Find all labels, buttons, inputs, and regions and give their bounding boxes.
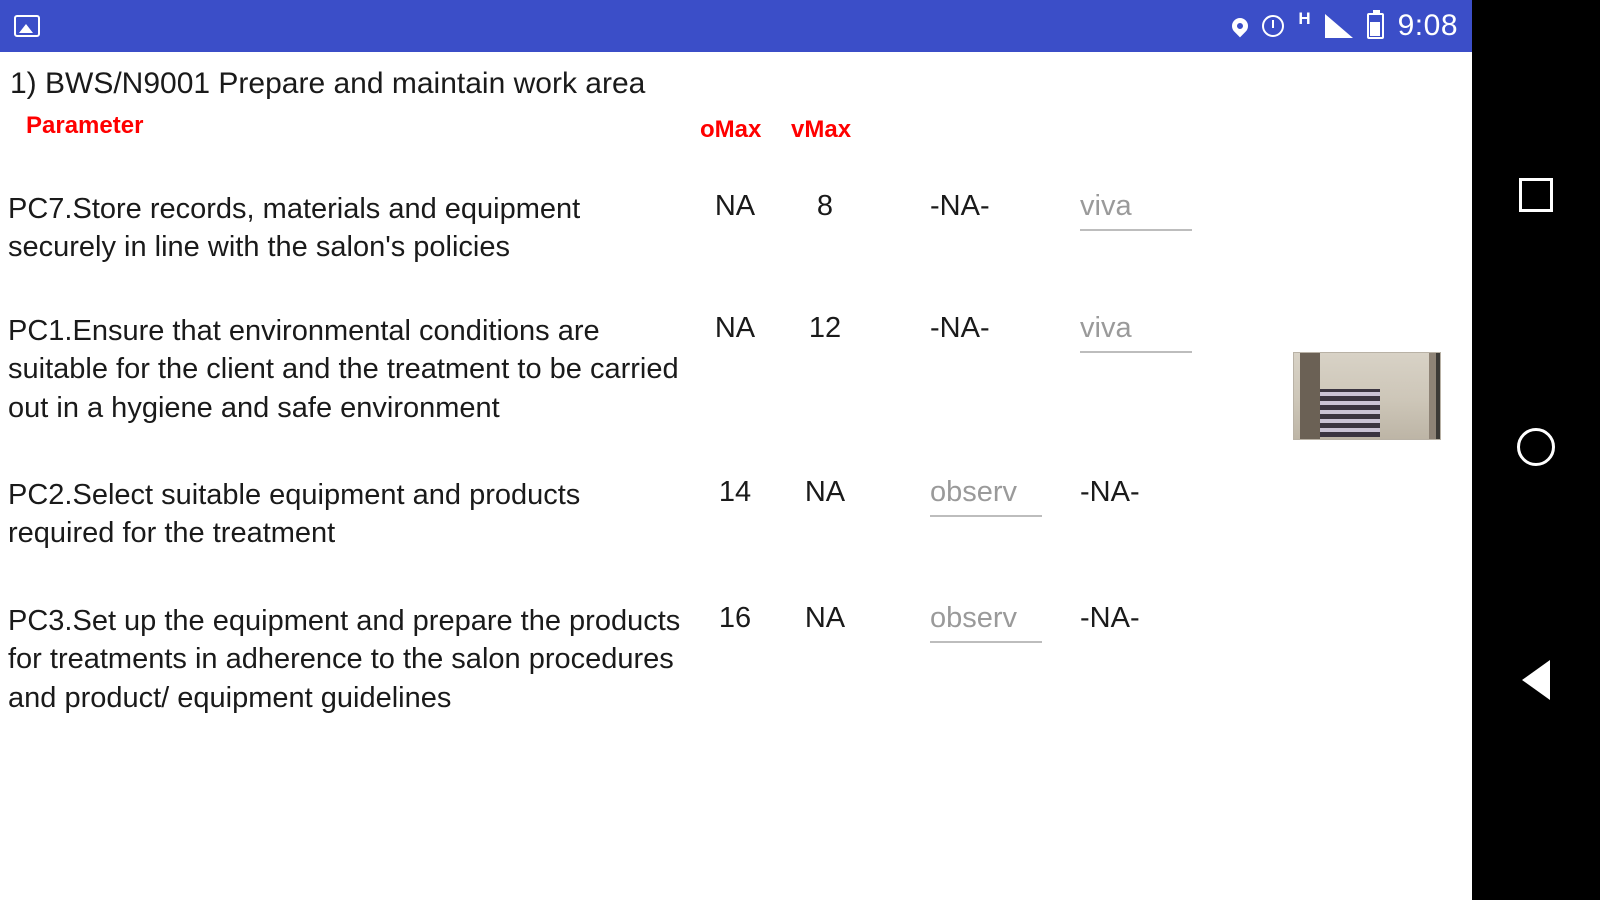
evidence-photo-thumbnail[interactable]	[1293, 352, 1441, 440]
vmax-value: NA	[804, 476, 846, 508]
observation-input[interactable]: observ	[930, 602, 1042, 643]
recent-apps-icon[interactable]	[1519, 178, 1553, 212]
table-row	[0, 568, 1472, 772]
clock-label: 9:08	[1397, 9, 1458, 42]
status-bar-right	[1232, 9, 1458, 43]
column-header-vmax: vMax	[791, 116, 852, 143]
network-type-label: H	[1298, 9, 1311, 28]
table-row	[0, 442, 1472, 568]
thumbnail-subject	[1320, 389, 1380, 437]
back-icon[interactable]	[1522, 660, 1550, 700]
vmax-value: 12	[808, 312, 842, 344]
vmax-value: 8	[816, 190, 834, 222]
thumbnail-edge	[1429, 353, 1436, 439]
omax-value: 16	[718, 602, 752, 634]
thumbnail-door	[1300, 353, 1320, 439]
omax-value: NA	[714, 190, 756, 222]
parameter-text: PC1.Ensure that environmental conditions are suitable for the client and the treatment to be carried out in a hygiene and safe environment	[8, 315, 679, 424]
photo-icon	[14, 15, 40, 37]
vmax-value: NA	[804, 602, 846, 634]
observation-field: -NA-	[930, 312, 990, 344]
table-row	[0, 278, 1472, 442]
status-bar	[0, 0, 1472, 52]
alarm-icon	[1262, 15, 1284, 37]
viva-input[interactable]: viva	[1080, 312, 1192, 353]
viva-input[interactable]: viva	[1080, 190, 1192, 231]
page-title: 1) BWS/N9001 Prepare and maintain work area	[10, 67, 646, 100]
column-header-parameter: Parameter	[26, 112, 144, 139]
viva-field: -NA-	[1080, 602, 1140, 634]
system-navigation-bar	[1472, 0, 1600, 900]
table-row	[0, 156, 1472, 278]
parameter-text: PC7.Store records, materials and equipment securely in line with the salon's policies	[8, 193, 581, 264]
viva-field: -NA-	[1080, 476, 1140, 508]
battery-icon	[1367, 13, 1384, 39]
parameter-text: PC2.Select suitable equipment and products required for the treatment	[8, 479, 581, 550]
location-pin-icon	[1229, 15, 1252, 38]
home-icon[interactable]	[1517, 428, 1555, 466]
thumbnail-dark-edge	[1436, 353, 1440, 439]
omax-value: 14	[718, 476, 752, 508]
table-header	[0, 112, 1472, 156]
status-bar-left	[14, 15, 40, 37]
column-header-omax: oMax	[700, 116, 762, 143]
signal-icon	[1325, 14, 1353, 38]
parameter-text: PC3.Set up the equipment and prepare the products for treatments in adherence to the salon procedures and product/ equipment guidelines	[8, 605, 681, 714]
observation-field: -NA-	[930, 190, 990, 222]
omax-value: NA	[714, 312, 756, 344]
observation-input[interactable]: observ	[930, 476, 1042, 517]
assessment-content	[0, 52, 1472, 900]
